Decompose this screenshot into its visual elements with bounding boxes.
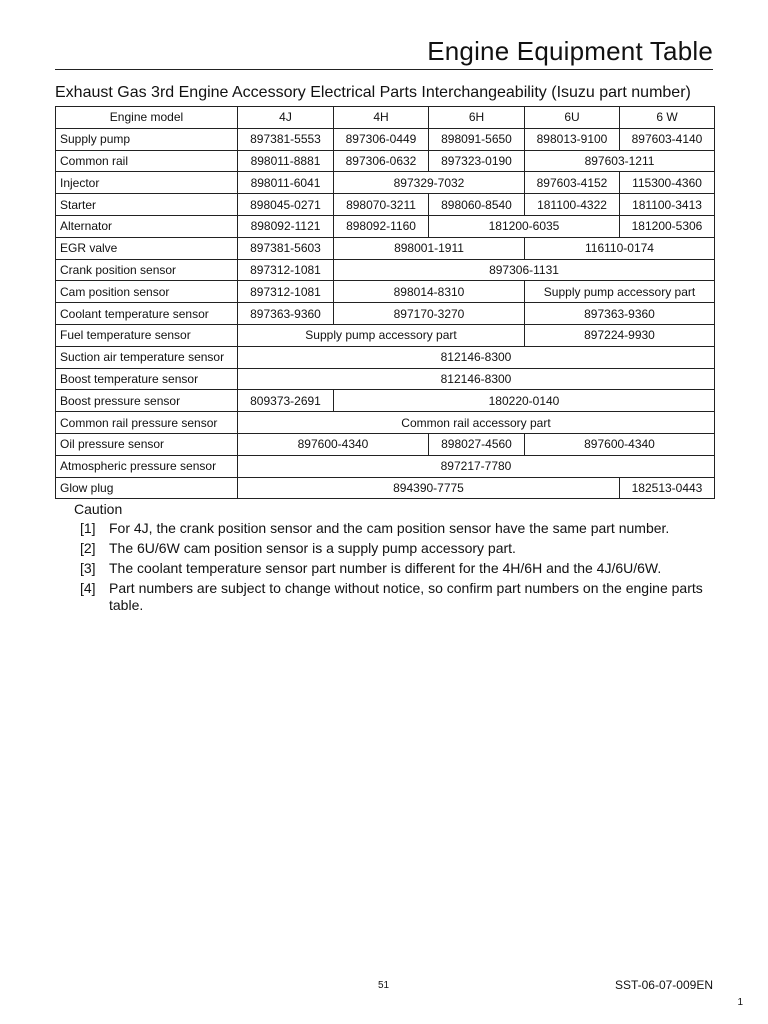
row-label: Glow plug <box>56 477 238 499</box>
title-divider <box>55 69 713 70</box>
table-cell: 897224-9930 <box>525 324 715 346</box>
table-cell: 897312-1081 <box>238 281 334 303</box>
row-label: Common rail <box>56 150 238 172</box>
table-row <box>56 281 715 303</box>
table-row <box>56 477 715 499</box>
table-row <box>56 346 715 368</box>
table-cell: 897363-9360 <box>525 303 715 325</box>
page-title: Engine Equipment Table <box>427 36 713 66</box>
table-row <box>56 150 715 172</box>
row-label: Oil pressure sensor <box>56 433 238 455</box>
document-code: SST-06-07-009EN <box>614 978 713 992</box>
table-cell: Supply pump accessory part <box>525 281 715 303</box>
table-subtitle: Exhaust Gas 3rd Engine Accessory Electrical Parts Interchangeability (Isuzu part number) <box>55 84 691 101</box>
row-label: EGR valve <box>56 237 238 259</box>
table-cell: 116110-0174 <box>525 237 715 259</box>
row-label: Common rail pressure sensor <box>56 412 238 434</box>
table-row <box>56 455 715 477</box>
note-text: Part numbers are subject to change without notice, so confirm part numbers on the engine parts table. <box>109 580 703 613</box>
table-cell: 897329-7032 <box>334 172 525 194</box>
row-label: Atmospheric pressure sensor <box>56 455 238 477</box>
row-label: Cam position sensor <box>56 281 238 303</box>
row-label: Coolant temperature sensor <box>56 303 238 325</box>
table-row <box>56 172 715 194</box>
table-cell: 898011-8881 <box>238 150 334 172</box>
row-label: Injector <box>56 172 238 194</box>
table-cell: 180220-0140 <box>334 390 715 412</box>
table-cell: 897603-4152 <box>525 172 620 194</box>
table-cell: 898001-1911 <box>334 237 525 259</box>
table-cell: 897312-1081 <box>238 259 334 281</box>
table-cell: 897306-1131 <box>334 259 715 281</box>
table-cell: 897603-1211 <box>525 150 715 172</box>
table-cell: 181200-6035 <box>429 215 620 237</box>
table-cell: 898011-6041 <box>238 172 334 194</box>
table-cell: 897600-4340 <box>525 433 715 455</box>
list-item <box>80 540 720 557</box>
table-cell: 897217-7780 <box>238 455 715 477</box>
note-text: The 6U/6W cam position sensor is a supply pump accessory part. <box>109 540 516 556</box>
table-cell: 812146-8300 <box>238 346 715 368</box>
table-cell: 897603-4140 <box>620 128 715 150</box>
table-cell: 898014-8310 <box>334 281 525 303</box>
caution-heading: Caution <box>74 501 123 517</box>
table-cell: 181100-3413 <box>620 194 715 216</box>
row-label: Starter <box>56 194 238 216</box>
table-row <box>56 412 715 434</box>
list-item <box>80 560 720 577</box>
table-cell: 898013-9100 <box>525 128 620 150</box>
note-number: [4] <box>80 580 96 596</box>
row-label: Alternator <box>56 215 238 237</box>
list-item <box>80 520 720 537</box>
table-cell: Common rail accessory part <box>238 412 715 434</box>
table-cell: 898070-3211 <box>334 194 429 216</box>
header-cell: 6U <box>525 107 620 129</box>
page-number: 51 <box>378 980 390 991</box>
row-label: Boost temperature sensor <box>56 368 238 390</box>
table-cell: 897306-0449 <box>334 128 429 150</box>
table-row <box>56 368 715 390</box>
table-cell: 181100-4322 <box>525 194 620 216</box>
table-cell: 898060-8540 <box>429 194 525 216</box>
table-cell: 897381-5603 <box>238 237 334 259</box>
note-text: For 4J, the crank position sensor and the cam position sensor have the same part number. <box>109 520 670 536</box>
table-cell: 897306-0632 <box>334 150 429 172</box>
table-cell: 898092-1121 <box>238 215 334 237</box>
table-cell: 897170-3270 <box>334 303 525 325</box>
header-cell: Engine model <box>56 107 238 129</box>
table-cell: 812146-8300 <box>238 368 715 390</box>
list-item <box>80 580 720 614</box>
table-cell: 809373-2691 <box>238 390 334 412</box>
table-cell: 115300-4360 <box>620 172 715 194</box>
table-row <box>56 215 715 237</box>
note-number: [1] <box>80 520 96 536</box>
table-cell: 898045-0271 <box>238 194 334 216</box>
header-cell: 6 W <box>620 107 715 129</box>
table-cell: 898091-5650 <box>429 128 525 150</box>
table-row <box>56 128 715 150</box>
row-label: Fuel temperature sensor <box>56 324 238 346</box>
caution-notes <box>80 520 720 617</box>
table-cell: 182513-0443 <box>620 477 715 499</box>
table-cell: 897363-9360 <box>238 303 334 325</box>
table-cell: 898027-4560 <box>429 433 525 455</box>
table-row <box>56 194 715 216</box>
table-row <box>56 237 715 259</box>
table-cell: 898092-1160 <box>334 215 429 237</box>
table-row <box>56 303 715 325</box>
row-label: Crank position sensor <box>56 259 238 281</box>
note-text: The coolant temperature sensor part number is different for the 4H/6H and the 4J/6U/6W. <box>109 560 662 576</box>
note-number: [3] <box>80 560 96 576</box>
header-cell: 4H <box>334 107 429 129</box>
table-cell: 897600-4340 <box>238 433 429 455</box>
sheet-number: 1 <box>737 997 743 1008</box>
table-cell: Supply pump accessory part <box>238 324 525 346</box>
table-cell: 897323-0190 <box>429 150 525 172</box>
row-label: Supply pump <box>56 128 238 150</box>
table-row <box>56 390 715 412</box>
header-cell: 6H <box>429 107 525 129</box>
table-cell: 181200-5306 <box>620 215 715 237</box>
table-row <box>56 433 715 455</box>
table-row <box>56 324 715 346</box>
header-cell: 4J <box>238 107 334 129</box>
row-label: Suction air temperature sensor <box>56 346 238 368</box>
note-number: [2] <box>80 540 96 556</box>
table-cell: 894390-7775 <box>238 477 620 499</box>
table-row <box>56 259 715 281</box>
row-label: Boost pressure sensor <box>56 390 238 412</box>
table-cell: 897381-5553 <box>238 128 334 150</box>
table-header-row <box>56 107 715 129</box>
parts-table <box>55 106 715 499</box>
